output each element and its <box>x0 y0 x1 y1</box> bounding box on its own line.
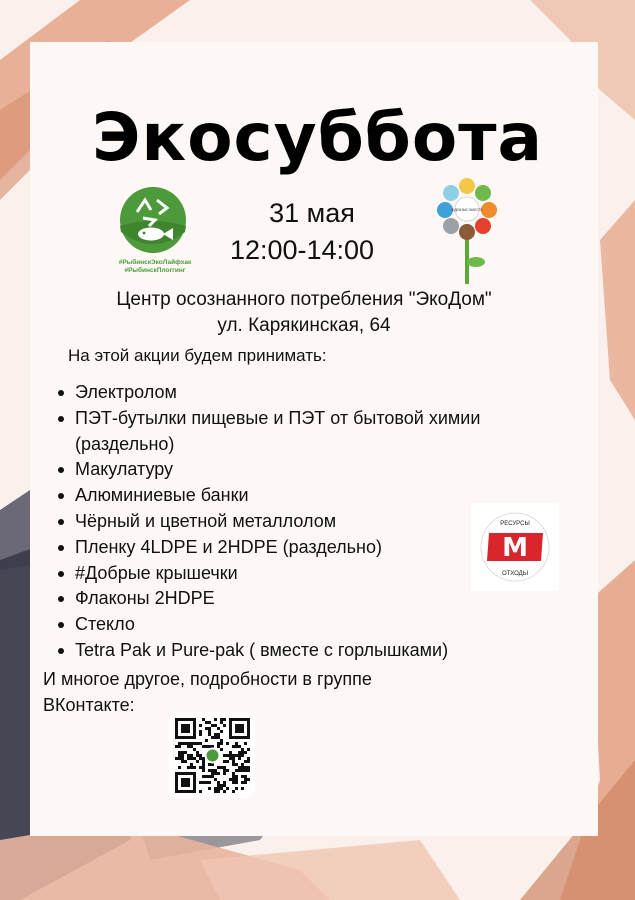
list-item: #Добрые крышечки <box>56 561 496 587</box>
fish-recycle-icon <box>115 186 195 278</box>
ecodom-flower-logo <box>432 176 502 286</box>
accepted-items-list <box>56 380 496 664</box>
more-info-text: И многое другое, подробности в группе ВКонтакте: <box>43 669 372 715</box>
rybinsk-eco-logo <box>115 186 195 278</box>
m-top-text: РЕСУРСЫ <box>500 521 530 527</box>
venue-address: ул. Карякинская, 64 <box>217 315 391 336</box>
venue-name: Центр осознанного потребления "ЭкоДом" <box>116 289 492 310</box>
list-item: Чёрный и цветной металлолом <box>56 509 496 535</box>
m-bottom-text: ОТХОДЫ <box>501 571 529 577</box>
list-item: Макулатуру <box>56 457 496 483</box>
vk-qr-code[interactable] <box>169 712 255 798</box>
m-badge-icon <box>471 503 559 591</box>
hashtag-1: #РыбинскЭкоЛайфхак <box>118 259 192 266</box>
list-item: Пленку 4LDPE и 2HDPE (раздельно) <box>56 535 496 561</box>
event-date: 31 мая <box>269 198 355 228</box>
page-title: Экосуббота <box>91 99 544 176</box>
list-item: ПЭТ-бутылки пищевые и ПЭТ от бытовой химии (раздельно) <box>56 406 496 458</box>
flower-icon <box>432 176 502 286</box>
flower-text: ЖДЕМ ВАС ВМЕСТЕ <box>451 208 483 212</box>
resursy-othody-logo <box>471 503 559 591</box>
list-item: Флаконы 2HDPE <box>56 586 496 612</box>
list-item: Алюминиевые банки <box>56 483 496 509</box>
event-time: 12:00-14:00 <box>229 235 375 265</box>
list-item: Tetra Pak и Pure-pak ( вместе с горлышками) <box>56 638 496 664</box>
qr-code-icon <box>169 712 255 798</box>
hashtag-2: #РыбинскПлоггинг <box>124 267 186 274</box>
accept-intro: На этой акции будем принимать: <box>68 346 327 365</box>
list-item: Электролом <box>56 380 496 406</box>
m-letter: М <box>502 533 528 563</box>
list-item: Стекло <box>56 612 496 638</box>
